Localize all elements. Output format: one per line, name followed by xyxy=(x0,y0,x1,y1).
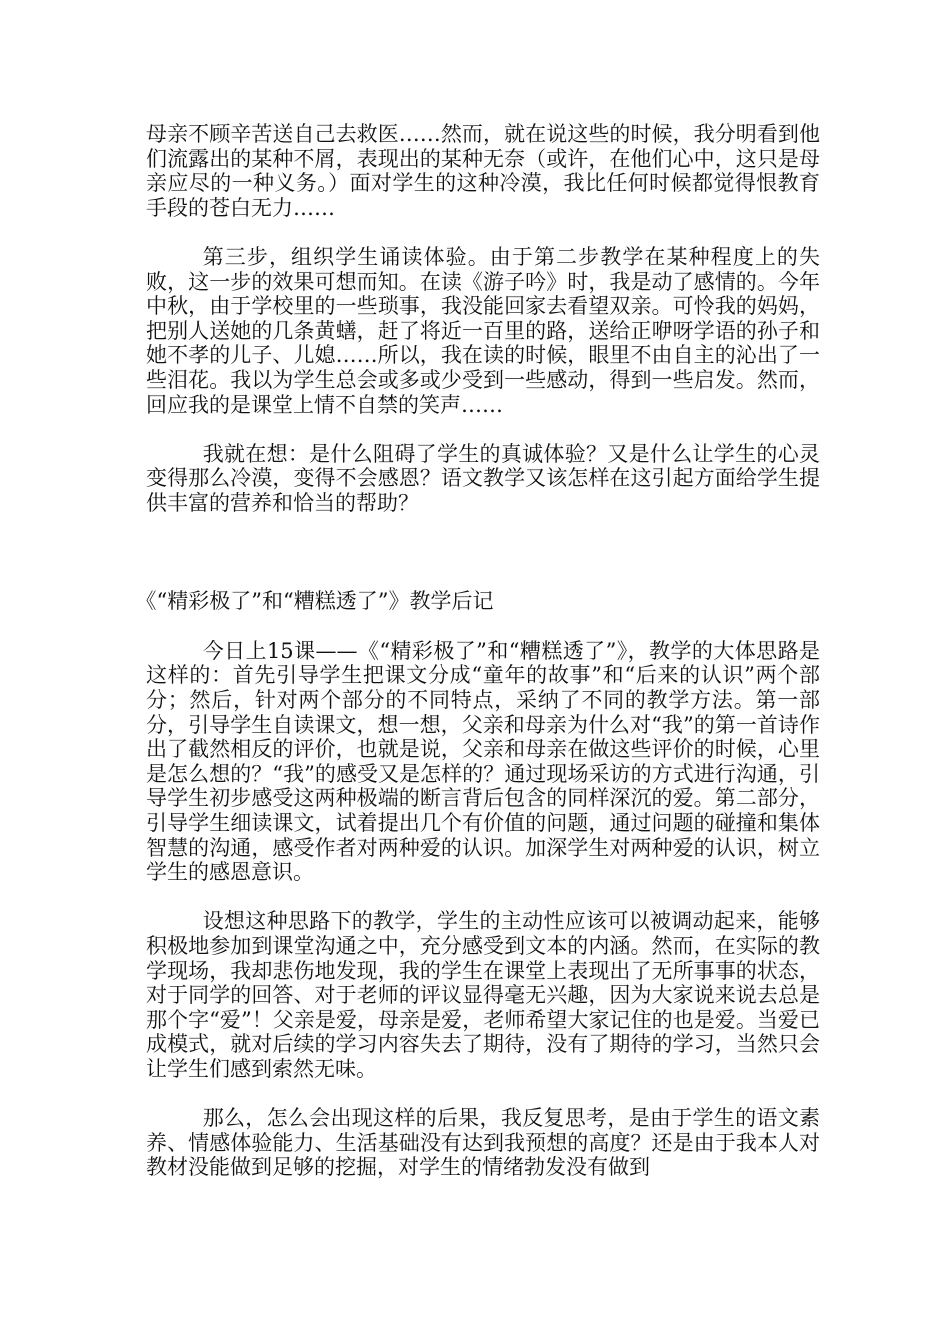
paragraph-analysis: 那么，怎么会出现这样的后果，我反复思考，是由于学生的语文素养、情感体验能力、生活基础没有达到我预想的高度？还是由于我本人对教材没能做到足够的挖掘，对学生的情绪勃发没有做到 xyxy=(146,1106,820,1180)
paragraph-continuation: 母亲不顾辛苦送自己去救医……然而，就在说这些的时候，我分明看到他们流露出的某种不屑，表现出的某种无奈（或许，在他们心中，这只是母亲应尽的一种义务。）面对学生的这种冷漠，我比任何时候都觉得恨教育手段的苍白无力…… xyxy=(146,122,820,220)
section-heading: 《“精彩极了”和“糟糕透了”》教学后记 xyxy=(135,589,494,614)
paragraph-reflection: 我就在想：是什么阻碍了学生的真诚体验？又是什么让学生的心灵变得那么冷漠，变得不会感恩？语文教学又该怎样在这引起方面给学生提供丰富的营养和恰当的帮助？ xyxy=(146,441,820,515)
paragraph-classroom-reality: 设想这种思路下的教学，学生的主动性应该可以被调动起来，能够积极地参加到课堂沟通之中，充分感受到文本的内涵。然而，在实际的教学现场，我却悲伤地发现，我的学生在课堂上表现出了无所事事的状态，对于同学的回答、对于老师的评议显得毫无兴趣，因为大家说来说去总是那个字“爱”！父亲是爱，母亲是爱，老师希望大家记住的也是爱。当爱已成模式，就对后续的学习内容失去了期待，没有了期待的学习，当然只会让学生们感到索然无味。 xyxy=(146,909,820,1081)
document-body xyxy=(135,122,820,1180)
paragraph-lesson-plan: 今日上15课——《“精彩极了”和“糟糕透了”》，教学的大体思路是这样的：首先引导学生把课文分成“童年的故事”和“后来的认识”两个部分；然后，针对两个部分的不同特点，采纳了不同的教学方法。第一部分，引导学生自读课文，想一想，父亲和母亲为什么对“我”的第一首诗作出了截然相反的评价，也就是说，父亲和母亲在做这些评价的时候，心里是怎么想的？“我”的感受又是怎样的？通过现场采访的方式进行沟通，引导学生初步感受这两种极端的断言背后包含的同样深沉的爱。第二部分，引导学生细读课文，试着提出几个有价值的问题，通过问题的碰撞和集体智慧的沟通，感受作者对两种爱的认识。加深学生对两种爱的认识，树立学生的感恩意识。 xyxy=(146,638,820,885)
paragraph-step-three: 第三步，组织学生诵读体验。由于第二步教学在某种程度上的失败，这一步的效果可想而知。在读《游子吟》时，我是动了感情的。今年中秋，由于学校里的一些琐事，我没能回家去看望双亲。可怜我的妈妈，把别人送她的几条黄蟮，赶了将近一百里的路，送给正咿呀学语的孙子和她不孝的儿子、儿媳……所以，我在读的时候，眼里不由自主的沁出了一些泪花。我以为学生总会或多或少受到一些感动，得到一些启发。然而，回应我的是课堂上情不自禁的笑声…… xyxy=(146,244,820,417)
